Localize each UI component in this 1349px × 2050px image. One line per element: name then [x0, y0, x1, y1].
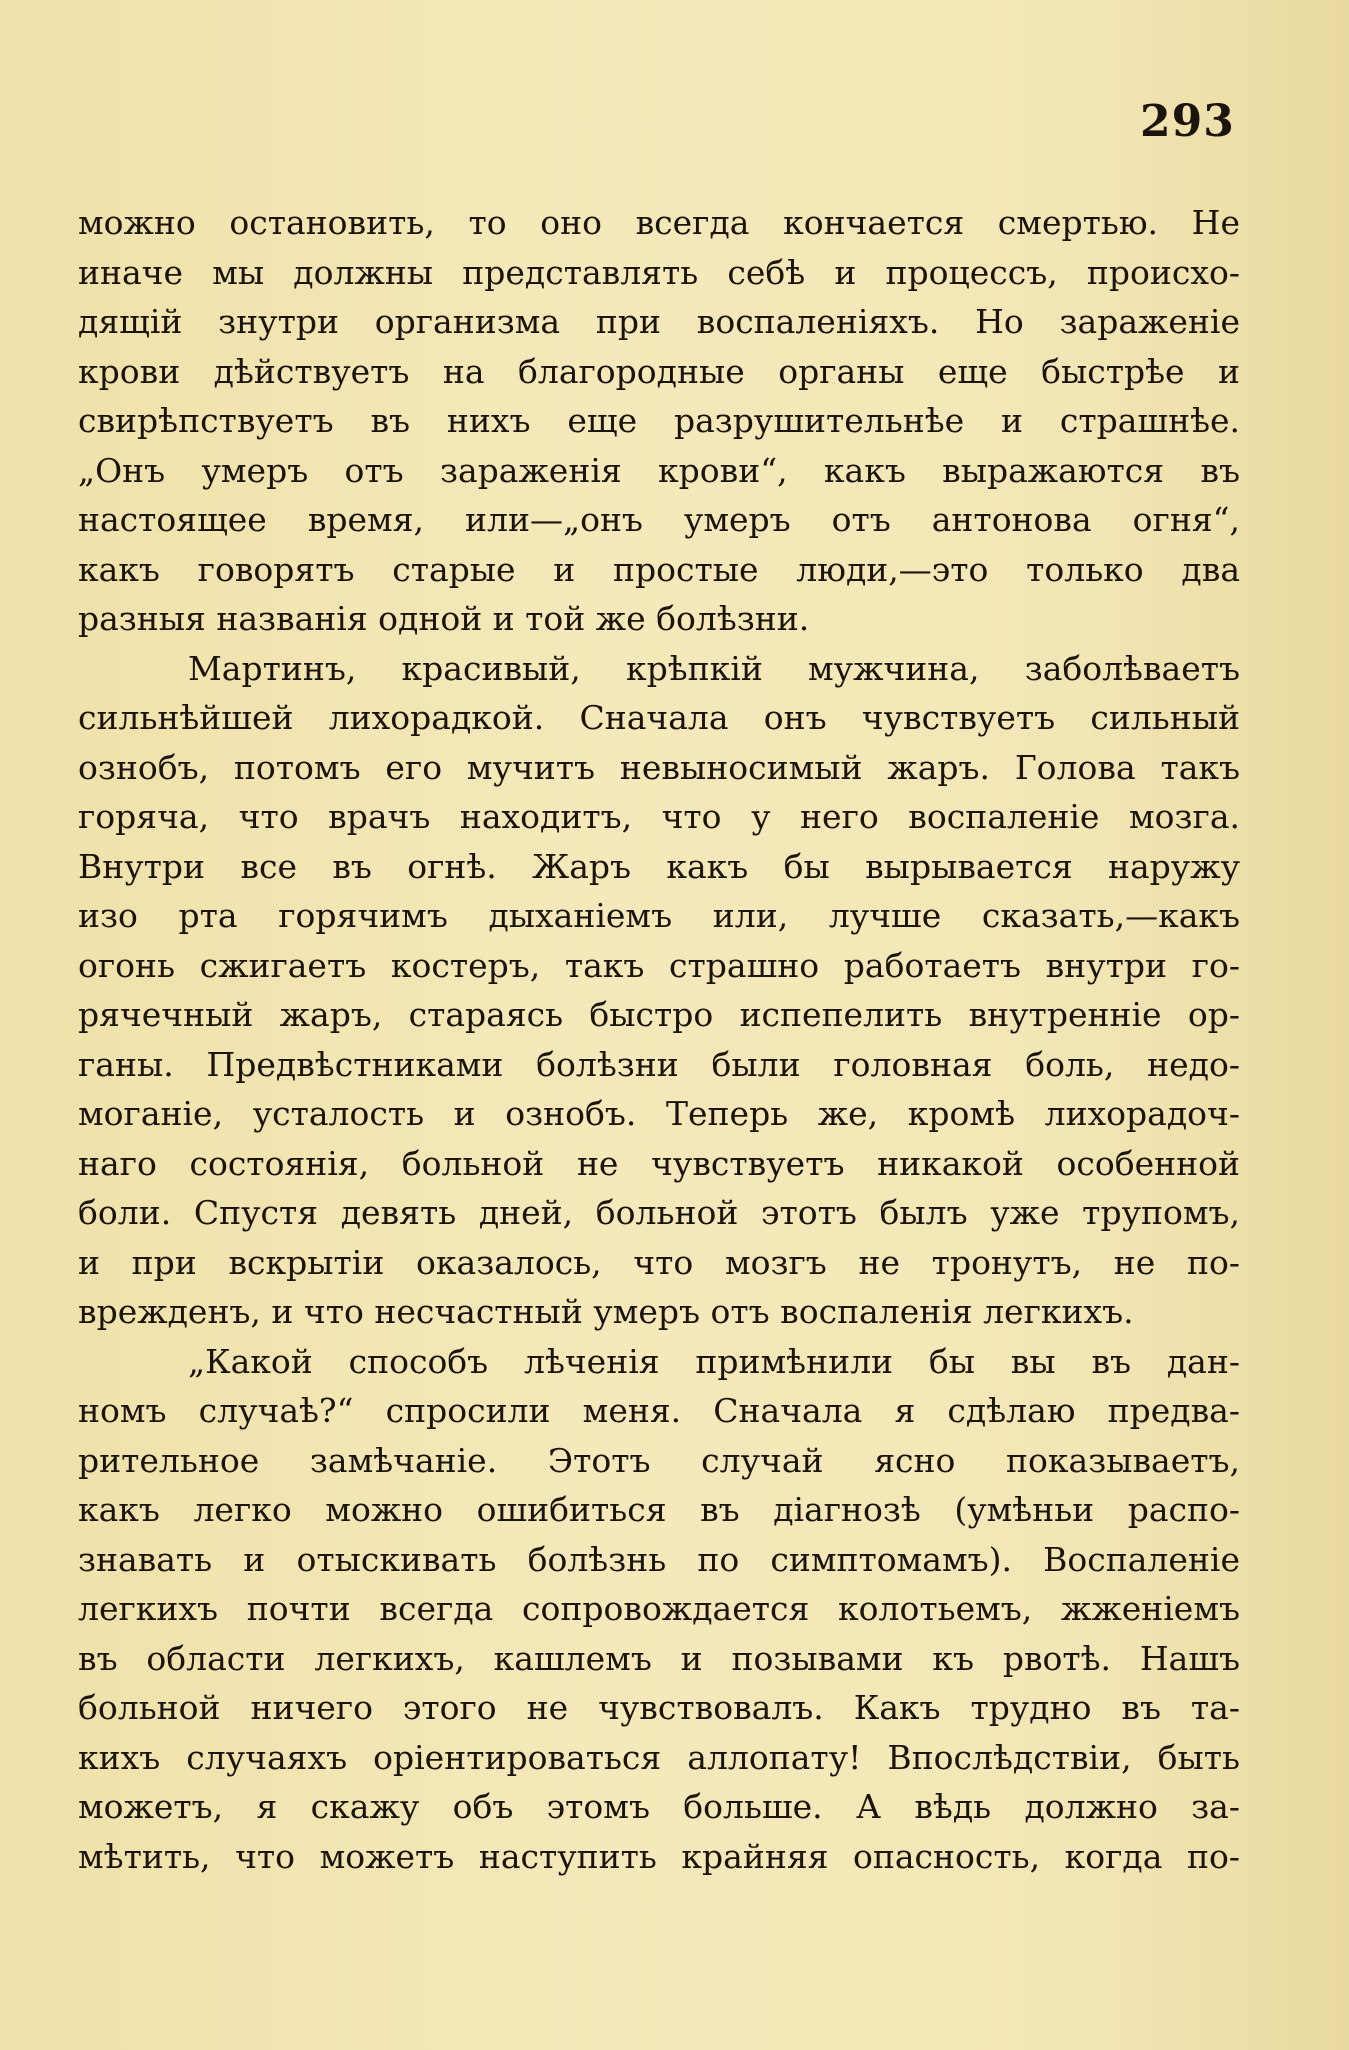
- page-number: 293: [1140, 96, 1235, 147]
- text-line: сильнѣйшей лихорадкой. Сначала онъ чувствуетъ сильный: [78, 698, 1240, 737]
- text-line: ознобъ, потомъ его мучитъ невыносимый жаръ. Голова такъ: [78, 747, 1240, 787]
- text-line: ганы. Предвѣстниками болѣзни были головная боль, недо-: [78, 1044, 1240, 1084]
- text-line: боли. Спустя девять дней, больной этотъ былъ уже трупомъ,: [78, 1193, 1240, 1232]
- text-line: Мартинъ, красивый, крѣпкій мужчина, заболѣваетъ: [188, 648, 1240, 688]
- text-line: и при вскрытіи оказалось, что мозгъ не тронутъ, не по-: [78, 1242, 1240, 1282]
- text-line: крови дѣйствуетъ на благородные органы еще быстрѣе и: [78, 351, 1240, 391]
- text-line: иначе мы должны представлять себѣ и процессъ, происхо-: [78, 252, 1240, 292]
- text-line: горяча, что врачъ находитъ, что у него воспаленіе мозга.: [78, 797, 1240, 836]
- text-line: врежденъ, и что несчастный умеръ отъ воспаленія легкихъ.: [78, 1292, 1134, 1331]
- text-line: какъ говорятъ старые и простые люди,—это только два: [78, 549, 1240, 589]
- text-line: Внутри все въ огнѣ. Жаръ какъ бы вырывается наружу: [78, 846, 1240, 886]
- text-line: разныя названія одной и той же болѣзни.: [78, 599, 810, 638]
- text-line: моганіе, усталость и ознобъ. Теперь же, кромѣ лихорадоч-: [78, 1094, 1240, 1133]
- text-line: огонь сжигаетъ костеръ, такъ страшно работаетъ внутри го-: [78, 945, 1240, 985]
- text-line: кихъ случаяхъ оріентироваться аллопату! Впослѣдствіи, быть: [78, 1737, 1240, 1777]
- text-line: дящій знутри организма при воспаленіяхъ. Но зараженіе: [78, 302, 1240, 341]
- text-line: рячечный жаръ, стараясь быстро испепелить внутренніе ор-: [78, 995, 1240, 1034]
- text-line: рительное замѣчаніе. Этотъ случай ясно показываетъ,: [78, 1440, 1240, 1480]
- text-line: можно остановить, то оно всегда кончается смертью. Не: [78, 203, 1240, 242]
- text-line: можетъ, я скажу объ этомъ больше. А вѣдь должно за-: [78, 1787, 1240, 1826]
- text-line: „Онъ умеръ отъ зараженія крови“, какъ выражаются въ: [78, 450, 1240, 490]
- text-line: легкихъ почти всегда сопровождается колотьемъ, жженіемъ: [78, 1589, 1240, 1628]
- text-line: „Какой способъ лѣченія примѣнили бы вы въ дан-: [188, 1341, 1240, 1381]
- text-line: номъ случаѣ?“ спросили меня. Сначала я сдѣлаю предва-: [78, 1391, 1240, 1430]
- text-line: какъ легко можно ошибиться въ діагнозѣ (умѣньи распо-: [78, 1490, 1240, 1529]
- text-line: мѣтить, что можетъ наступить крайняя опасность, когда по-: [78, 1836, 1240, 1876]
- text-line: въ области легкихъ, кашлемъ и позывами къ рвотѣ. Нашъ: [78, 1638, 1240, 1678]
- body-text: [78, 198, 1240, 1881]
- text-line: свирѣпствуетъ въ нихъ еще разрушительнѣе и страшнѣе.: [78, 401, 1240, 440]
- text-line: знавать и отыскивать болѣзнь по симптомамъ). Воспаленіе: [78, 1539, 1240, 1579]
- text-line: изо рта горячимъ дыханіемъ или, лучше сказать,—какъ: [78, 896, 1240, 935]
- text-line: больной ничего этого не чувствовалъ. Какъ трудно въ та-: [78, 1688, 1240, 1727]
- text-line: настоящее время, или—„онъ умеръ отъ антонова огня“,: [78, 500, 1240, 539]
- text-line: наго состоянія, больной не чувствуетъ никакой особенной: [78, 1143, 1240, 1183]
